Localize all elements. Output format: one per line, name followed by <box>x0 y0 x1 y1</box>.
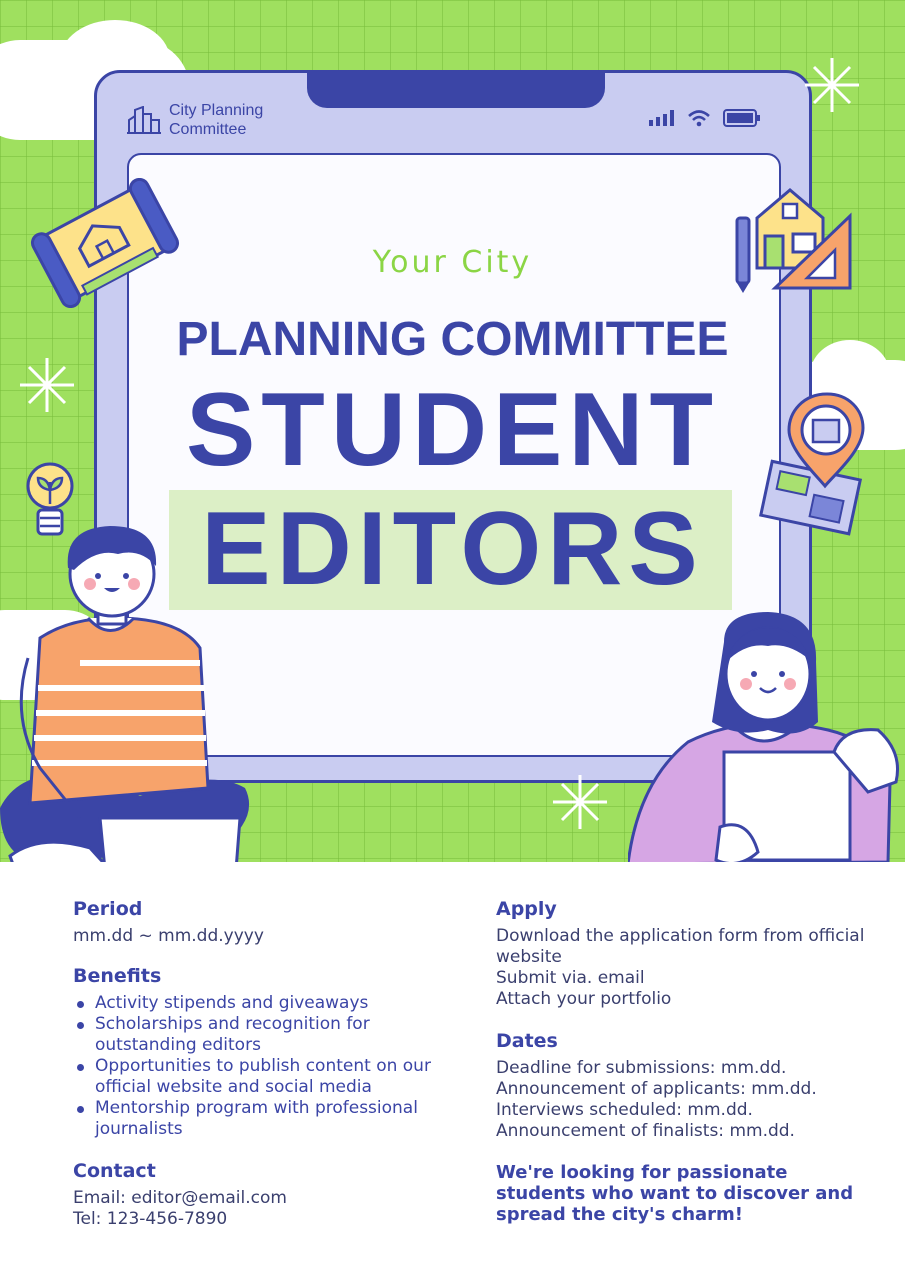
dates-heading: Dates <box>496 1030 558 1052</box>
dates-line: Announcement of applicants: mm.dd. <box>496 1079 817 1099</box>
benefits-heading: Benefits <box>73 965 162 987</box>
apply-line: Attach your portfolio <box>496 989 672 1009</box>
brand-logo <box>127 101 263 139</box>
period-value: mm.dd ~ mm.dd.yyyy <box>73 926 264 946</box>
brand-line-2: Committee <box>169 121 247 138</box>
phone-notch <box>307 70 605 108</box>
apply-heading: Apply <box>496 898 557 920</box>
hero-committee: PLANNING COMMITTEE <box>176 313 729 366</box>
info-left <box>73 898 473 1230</box>
hero-student: STUDENT <box>185 372 720 488</box>
apply-line: Download the application form from official website <box>496 926 865 967</box>
blueprint-icon <box>30 178 180 308</box>
girl-illustration <box>628 612 905 862</box>
wifi-icon <box>687 109 711 127</box>
sparkle-icon <box>805 58 859 112</box>
brand-line-1: City Planning <box>169 102 264 119</box>
contact-email: Email: editor@email.com <box>73 1188 287 1208</box>
dates-line: Interviews scheduled: mm.dd. <box>496 1100 753 1120</box>
status-bar <box>649 109 761 127</box>
list-item: Scholarships and recognition for outstanding editors <box>73 1014 473 1056</box>
hero-editors: EDITORS <box>201 491 704 607</box>
contact-heading: Contact <box>73 1160 156 1182</box>
contact-tel: Tel: 123-456-7890 <box>73 1209 228 1229</box>
list-item: Mentorship program with professional journalists <box>73 1098 473 1140</box>
list-item: Opportunities to publish content on our official website and social media <box>73 1056 473 1098</box>
hero-city: Your City <box>372 245 533 280</box>
dates-line: Announcement of finalists: mm.dd. <box>496 1121 795 1141</box>
house-ruler-icon <box>735 178 855 298</box>
period-heading: Period <box>73 898 143 920</box>
info-right <box>496 898 866 1225</box>
dates-line: Deadline for submissions: mm.dd. <box>496 1058 787 1078</box>
signal-icon <box>649 110 675 126</box>
buildings-icon <box>127 106 161 134</box>
sparkle-icon <box>553 775 607 829</box>
benefits-list <box>73 993 473 1140</box>
battery-icon <box>723 109 761 127</box>
list-item: Activity stipends and giveaways <box>73 993 473 1014</box>
apply-line: Submit via. email <box>496 968 645 988</box>
tagline: We're looking for passionate students who want to discover and spread the city's charm! <box>496 1162 854 1225</box>
